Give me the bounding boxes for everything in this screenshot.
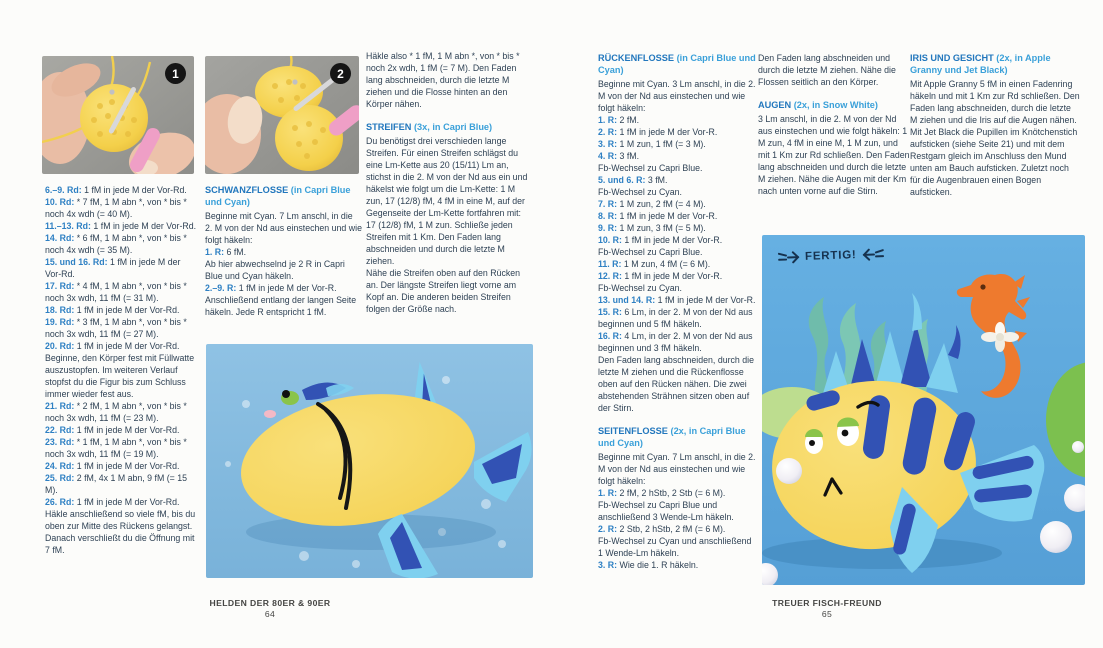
- instruction-line: 24. Rd: 1 fM in jede M der Vor-Rd.: [45, 461, 180, 471]
- section-heading: SCHWANZFLOSSE (in Capri Blue und Cyan): [205, 185, 351, 207]
- instruction-line: 2. R: 2 Stb, 2 hStb, 2 fM (= 6 M).: [598, 524, 726, 534]
- page-number: 64: [264, 609, 276, 619]
- body-text: Fb-Wechsel zu Capri Blue.: [598, 163, 703, 173]
- step-photo-1: [42, 56, 194, 174]
- body-text: 3 Lm anschl, in die 2. M von der Nd aus einstechen und wie folgt häkeln: 1 M zun, 4 fM in eine M, 1 M zun, und mit 1 Km zur Rd schließen. Den Faden lang abschneiden und durch die letzte M ziehen. Nähe die Augen mit der Km nach unten vorne auf die Stirn.: [758, 114, 910, 196]
- body-text: Fb-Wechsel zu Capri Blue.: [598, 247, 703, 257]
- right-column-2: [758, 52, 911, 197]
- fish-side-photo: [206, 344, 533, 578]
- instruction-line: 10. Rd: * 7 fM, 1 M abn *, von * bis * noch 4x wdh (= 40 M).: [45, 197, 187, 219]
- yellow-fish-illustration: [206, 344, 533, 578]
- instruction-line: 3. R: 1 M zun, 1 fM (= 3 M).: [598, 139, 706, 149]
- body-text: Häkle also * 1 fM, 1 M abn *, von * bis * noch 2x wdh, 1 fM (= 7 M). Den Faden lang abschneiden, durch die letzte M ziehen und die Flosse hinten an den Körper nähen.: [366, 51, 520, 109]
- instruction-line: 14. Rd: * 6 fM, 1 M abn *, von * bis * noch 4x wdh (= 35 M).: [45, 233, 187, 255]
- instruction-line: 2.–9. R: 1 fM in jede M der Vor-R.: [205, 283, 337, 293]
- instruction-line: 11. R: 1 M zun, 4 fM (= 6 M).: [598, 259, 711, 269]
- instruction-line: 12. R: 1 fM in jede M der Vor-R.: [598, 271, 723, 281]
- finished-scene-illustration: [762, 235, 1085, 585]
- instruction-line: 11.–13. Rd: 1 fM in jede M der Vor-Rd.: [45, 221, 197, 231]
- right-column-3: [910, 52, 1080, 198]
- crochet-round: [80, 84, 148, 152]
- section-heading: AUGEN (2x, in Snow White): [758, 100, 878, 110]
- section-heading: SEITENFLOSSE (2x, in Capri Blue und Cyan): [598, 426, 746, 448]
- instruction-line: 8. R: 1 fM in jede M der Vor-R.: [598, 211, 718, 221]
- left-column-1: [45, 184, 197, 556]
- right-column-1: [598, 52, 756, 571]
- instruction-line: 25. Rd: 2 fM, 4x 1 M abn, 9 fM (= 15 M).: [45, 473, 188, 495]
- body-text: Ab hier abwechselnd je 2 R in Capri Blue und Cyan häkeln.: [205, 259, 345, 281]
- body-text: Beginne mit Cyan. 7 Lm anschl, in die 2. M von der Nd aus einstechen und wie folgt häkeln:: [205, 211, 362, 245]
- chapter-title: TREUER FISCH-FREUND: [772, 598, 882, 608]
- instruction-line: 7. R: 1 M zun, 2 fM (= 4 M).: [598, 199, 706, 209]
- step-badge-1: 1: [165, 63, 186, 84]
- body-text: Anschließend entlang der langen Seite häkeln. Jede R entspricht 1 fM.: [205, 295, 357, 317]
- instruction-line: 23. Rd: * 1 fM, 1 M abn *, von * bis * noch 3x wdh, 11 fM (= 19 M).: [45, 437, 187, 459]
- body-text: Beginne mit Cyan. 7 Lm anschl, in die 2. M von der Nd aus einstechen und wie folgt häkeln:: [598, 452, 756, 486]
- body-text: Fb-Wechsel zu Cyan und anschließend 1 Wende-Lm häkeln.: [598, 536, 752, 558]
- instruction-line: 15. R: 6 Lm, in der 2. M von der Nd aus beginnen und 5 fM häkeln.: [598, 307, 753, 329]
- instruction-line: 20. Rd: 1 fM in jede M der Vor-Rd. Beginne, den Körper fest mit Füllwatte auszustopfen. Im weiteren Verlauf stopfst du die Figur bis zum Schluss immer wieder fest aus.: [45, 341, 195, 399]
- instruction-line: 4. R: 3 fM.: [598, 151, 640, 161]
- step-photo-2: [205, 56, 359, 174]
- left-column-3: [366, 50, 532, 315]
- fertig-text: FERTIG!: [804, 249, 857, 263]
- chapter-title: HELDEN DER 80ER & 90ER: [209, 598, 331, 608]
- left-page-footer: [195, 598, 345, 620]
- finished-fish-photo: [762, 235, 1085, 585]
- instruction-line: 6.–9. Rd: 1 fM in jede M der Vor-Rd.: [45, 185, 187, 195]
- instruction-line: 13. und 14. R: 1 fM in jede M der Vor-R.: [598, 295, 756, 305]
- instruction-line: 1. R: 2 fM, 2 hStb, 2 Stb (= 6 M).: [598, 488, 726, 498]
- body-text: Du benötigst drei verschieden lange Streifen. Für einen Streifen schlägst du eine Lm-Kette aus 20 (15/11) Lm an, stichst in die 2. M von der Nd aus ein und häkelst wie folgt um die Lm-Kette: 1 M zun, 17 (12/8) fM, 4 fM in eine M, auf der Gegenseite der Lm-Kette fortfahren mit: 17 (12/8) fM, 1 M zun. Schließe jeden Streifen mit 1 Km. Den Faden lang abschneiden und durch die letzte M ziehen.: [366, 136, 528, 266]
- seahorse-eye: [980, 284, 985, 289]
- instruction-line: 15. und 16. Rd: 1 fM in jede M der Vor-Rd.: [45, 257, 181, 279]
- body-text: Fb-Wechsel zu Capri Blue und anschließend 3 Wende-Lm häkeln.: [598, 500, 734, 522]
- instruction-line: 1. R: 6 fM.: [205, 247, 247, 257]
- body-text: Den Faden lang abschneiden und durch die letzte M ziehen. Nähe die Flossen seitlich an den Körper.: [758, 53, 896, 87]
- instruction-line: 17. Rd: * 4 fM, 1 M abn *, von * bis * noch 3x wdh, 11 fM (= 31 M).: [45, 281, 187, 303]
- left-column-2: [205, 184, 362, 318]
- section-heading: STREIFEN (3x, in Capri Blue): [366, 122, 493, 132]
- section-heading: RÜCKENFLOSSE (in Capri Blue und Cyan): [598, 53, 756, 75]
- instruction-line: 1. R: 2 fM.: [598, 115, 640, 125]
- instruction-line: 16. R: 4 Lm, in der 2. M von der Nd aus beginnen und 3 fM häkeln.: [598, 331, 753, 353]
- step-badge-2: 2: [330, 63, 351, 84]
- page-number: 65: [821, 609, 833, 619]
- right-page-footer: [752, 598, 902, 620]
- body-text: Den Faden lang abschneiden, durch die letzte M ziehen und die Rückenflosse oben auf den Rücken nähen. Die zwei abstehenden Strähnen sitzen oben auf der Stirn.: [598, 355, 755, 413]
- body-text: Nähe die Streifen oben auf den Rücken an. Der längste Streifen liegt vorne am Kopf an. Die anderen beiden Streifen folgen der Größe nach.: [366, 268, 521, 314]
- instruction-line: 22. Rd: 1 fM in jede M der Vor-Rd.: [45, 425, 180, 435]
- body-text: Mit Apple Granny 5 fM in einen Fadenring häkeln und mit 1 Km zur Rd schließen. Den Faden lang abschneiden, durch die letzte M ziehen und die Iris auf die Augen nähen. Mit Jet Black die Pupillen im Knötchenstich aufsticken (siehe Seite 21) und mit dem Restgarn gleich im Anschluss den Mund unten am Bauch aufsticken. Zuletzt noch für die Augenbrauen einen Bogen aufsticken.: [910, 79, 1080, 197]
- instruction-line: 19. Rd: * 3 fM, 1 M abn *, von * bis * noch 3x wdh, 11 fM (= 27 M).: [45, 317, 187, 339]
- arrow-right-icon: [778, 250, 800, 265]
- instruction-line: 26. Rd: 1 fM in jede M der Vor-Rd. Häkle anschließend so viele fM, bis du oben zur Mitte des Rückens gelangst. Danach verschließt du die Öffnung mit 7 fM.: [45, 497, 196, 555]
- instruction-line: 5. und 6. R: 3 fM.: [598, 175, 668, 185]
- instruction-line: 9. R: 1 M zun, 3 fM (= 5 M).: [598, 223, 706, 233]
- instruction-line: 18. Rd: 1 fM in jede M der Vor-Rd.: [45, 305, 180, 315]
- instruction-line: 3. R: Wie die 1. R häkeln.: [598, 560, 699, 570]
- body-text: Fb-Wechsel zu Cyan.: [598, 283, 682, 293]
- crochet-part-bottom: [275, 105, 343, 171]
- body-text: Beginne mit Cyan. 3 Lm anschl, in die 2. M von der Nd aus einstechen und wie folgt häkeln:: [598, 79, 756, 113]
- instruction-line: 21. Rd: * 2 fM, 1 M abn *, von * bis * noch 3x wdh, 11 fM (= 23 M).: [45, 401, 187, 423]
- section-heading: IRIS UND GESICHT (2x, in Apple Granny und Jet Black): [910, 53, 1051, 75]
- instruction-line: 10. R: 1 fM in jede M der Vor-R.: [598, 235, 723, 245]
- instruction-line: 2. R: 1 fM in jede M der Vor-R.: [598, 127, 718, 137]
- body-text: Fb-Wechsel zu Cyan.: [598, 187, 682, 197]
- arrow-left-icon: [861, 247, 883, 262]
